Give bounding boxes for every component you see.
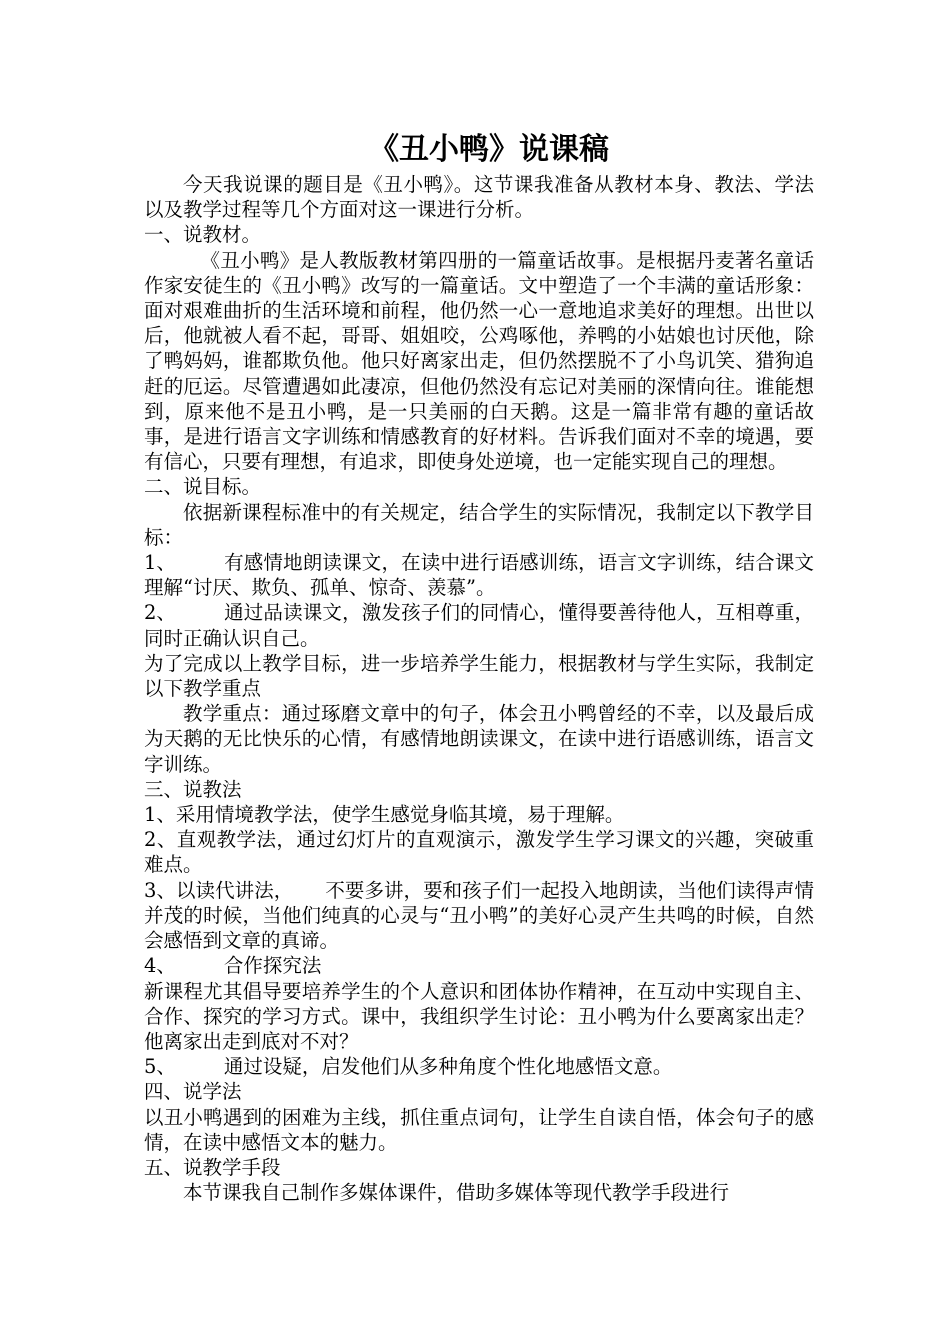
document-body	[144, 128, 814, 1205]
list-item-method-2: 2、直观教学法，通过幻灯片的直观演示，激发学生学习课文的兴趣，突破重难点。	[144, 828, 814, 877]
section-heading-goals: 二、说目标。	[144, 475, 262, 499]
list-item-text: 合作探究法	[223, 954, 322, 978]
list-item-method-3	[144, 878, 814, 954]
paragraph-study: 以丑小鸭遇到的困难为主线，抓住重点词句，让学生自读自悟，体会句子的感情，在读中感悟文本的魅力。	[144, 1105, 814, 1154]
paragraph-focus: 教学重点：通过琢磨文章中的句子，体会丑小鸭曾经的不幸，以及最后成为天鹅的无比快乐的心情，有感情地朗读课文，在读中进行语感训练，语言文字训练。	[144, 702, 814, 776]
list-item-method-5	[144, 1054, 814, 1079]
list-item-method-1: 1、采用情境教学法，使学生感觉身临其境，易于理解。	[144, 803, 625, 827]
list-item-goal-2	[144, 600, 814, 650]
paragraph-textbook: 《丑小鸭》是人教版教材第四册的一篇童话故事。是根据丹麦著名童话作家安徒生的《丑小鸭》改写的一篇童话。文中塑造了一个丰满的童话形象：面对艰难曲折的生活环境和前程，他仍然一心一意地追求美好的理想。出世以后，他就被人看不起，哥哥、姐姐咬，公鸡啄他，养鸭的小姑娘也讨厌他，除了鸭妈妈，谁都欺负他。他只好离家出走，但仍然摆脱不了小鸟讥笑、猎狗追赶的厄运。尽管遭遇如此凄凉，但他仍然没有忘记对美丽的深情向往。谁能想到，原来他不是丑小鸭，是一只美丽的白天鹅。这是一篇非常有趣的童话故事，是进行语言文字训练和情感教育的好材料。告诉我们面对不幸的境遇，要有信心，只要有理想，有追求，即使身处逆境，也一定能实现自己的理想。	[144, 248, 814, 474]
list-item-text: 不要多讲，要和孩子们一起投入地朗读，当他们读得声情并茂的时候，当他们纯真的心灵与“丑小鸭”的美好心灵产生共鸣的时候，自然会感悟到文章的真谛。	[144, 878, 814, 953]
paragraph-cooperation: 新课程尤其倡导要培养学生的个人意识和团体协作精神，在互动中实现自主、合作、探究的学习方式。课中，我组织学生讨论：丑小鸭为什么要离家出走？他离家出走到底对不对？	[144, 979, 814, 1053]
list-item-text: 通过品读课文，激发孩子们的同情心，懂得要善待他人，互相尊重，同时正确认识自己。	[144, 601, 814, 650]
list-item-goal-1	[144, 550, 814, 600]
list-number: 5、	[144, 1055, 176, 1079]
list-item-text: 通过设疑，启发他们从多种角度个性化地感悟文意。	[223, 1055, 673, 1079]
paragraph-intro: 今天我说课的题目是《丑小鸭》。这节课我准备从教材本身、教法、学法以及教学过程等几个方面对这一课进行分析。	[144, 173, 814, 222]
list-number: 1、	[144, 551, 176, 575]
section-heading-study: 四、说学法	[144, 1080, 242, 1104]
section-heading-textbook: 一、说教材。	[144, 223, 262, 247]
list-item-method-4	[144, 953, 814, 978]
document-content	[144, 172, 814, 1205]
paragraph-goals-intro: 依据新课程标准中的有关规定，结合学生的实际情况，我制定以下教学目标：	[144, 500, 814, 549]
section-heading-means: 五、说教学手段	[144, 1155, 281, 1179]
paragraph-focus-intro: 为了完成以上教学目标，进一步培养学生能力，根据教材与学生实际，我制定以下教学重点	[144, 651, 814, 701]
section-heading-methods: 三、说教法	[144, 777, 242, 801]
list-number: 2、	[144, 601, 176, 625]
paragraph-means: 本节课我自己制作多媒体课件，借助多媒体等现代教学手段进行	[183, 1181, 730, 1205]
list-number: 4、	[144, 954, 176, 978]
list-item-text: 有感情地朗读课文，在读中进行语感训练，语言文字训练，结合课文理解“讨厌、欺负、孤单、惊奇、羡慕”。	[144, 551, 814, 600]
list-item-lead: 3、以读代讲法，	[144, 878, 294, 902]
document-title: 《丑小鸭》说课稿	[369, 132, 609, 167]
